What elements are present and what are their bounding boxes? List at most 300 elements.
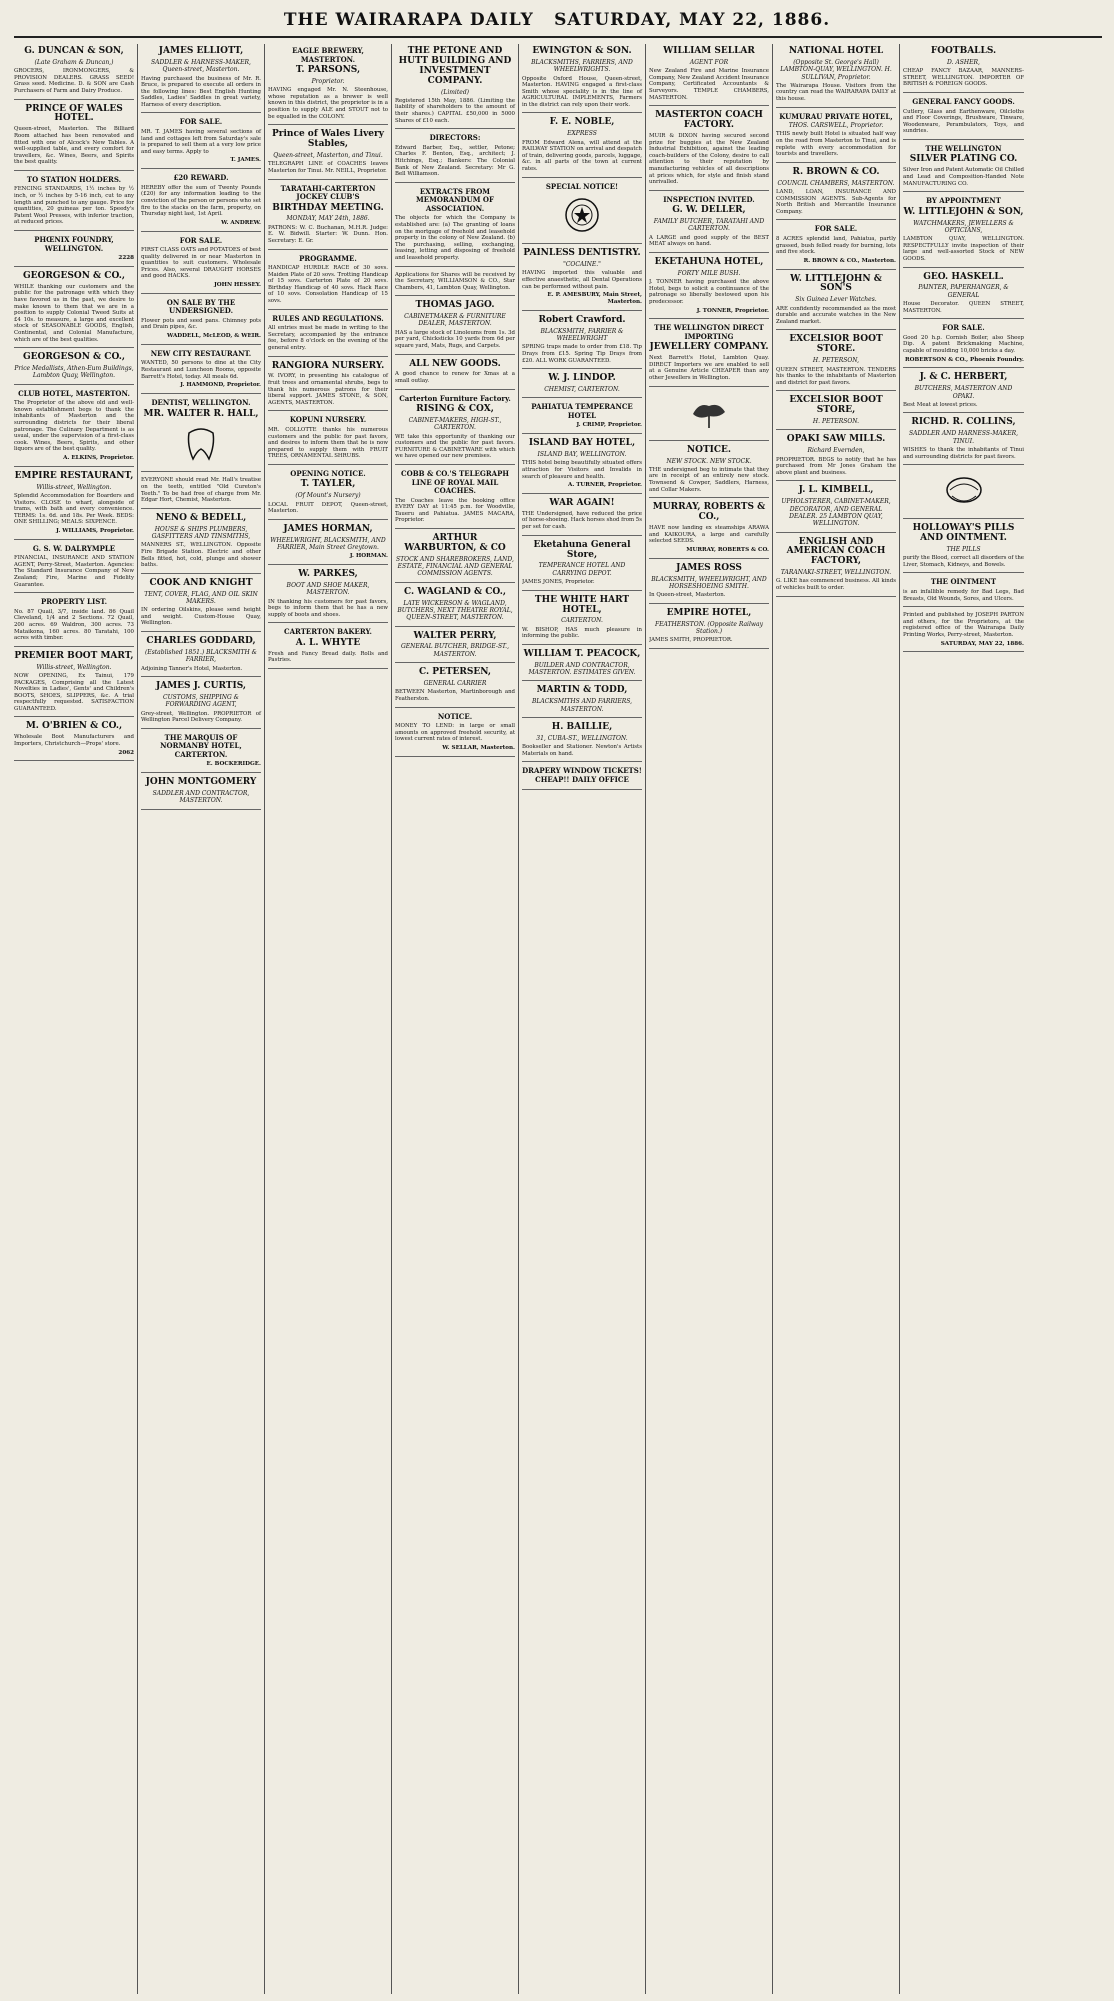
ad-subheading: GENERAL FANCY GOODS. xyxy=(912,96,1015,106)
ad-body-text: Registered 15th May, 1886. (Limiting the liability of shareholders to the amount of their shares.) CAPITAL £50,000 in 5000 Shares of £10 each. xyxy=(395,97,515,124)
ad-subheading: NOTICE. xyxy=(437,711,473,721)
ad-subheading: KOPUNI NURSERY. xyxy=(289,415,367,425)
ad-heading: EKETAHUNA HOTEL, xyxy=(654,256,764,267)
ad-body-text: W. IVORY, in presenting his catalogue of fruit trees and ornamental shrubs, begs to thank his numerous patrons for their liberal support. JAMES STONE, & SON, AGENTS, MASTERTON. xyxy=(268,373,388,406)
advertisement xyxy=(522,316,642,369)
advertisement xyxy=(903,47,1024,93)
ad-body-text: G. LIKE has commenced business. All kinds of vehicles built to order. xyxy=(776,578,896,592)
advertisement xyxy=(903,373,1024,413)
advertisement xyxy=(776,435,896,481)
ad-heading: G. W. DELLER, xyxy=(672,205,746,216)
ad-heading: T. TAYLER, xyxy=(300,479,356,490)
ad-heading: RICHD. R. COLLINS, xyxy=(911,417,1016,428)
ad-body-text: CHEAP FANCY BAZAAR, MANNERS-STREET, WELLINGTON. IMPORTER OF BRITISH & FOREIGN GOODS. xyxy=(903,68,1024,88)
ad-body-text: GROCERS, IRONMONGERS, & PROVISION DEALERS. GRASS SEED! Grass seed. Medicine. D. & SON are Cash Purchasers of Farm and Dairy Produce. xyxy=(14,68,134,94)
advertisement xyxy=(268,570,388,623)
ad-body-text: THIS newly built Hotel is situated half way on the road from Masterton to Tinui, and is replete with every accommodation for tourists and travellers. xyxy=(776,131,896,158)
ad-heading: W. PARKES, xyxy=(298,569,358,580)
ad-subtitle: AGENT FOR xyxy=(689,58,729,66)
ad-body-text: PROPRIETOR. BEGS to notify that he has purchased from Mr Jones Graham the above plant and business. xyxy=(776,456,896,476)
ad-subtitle: BOOT AND SHOE MAKER, MASTERTON. xyxy=(286,582,370,597)
ad-heading: MASTERTON COACH FACTORY. xyxy=(655,110,763,131)
ad-subtitle: MONDAY, MAY 24th, 1886. xyxy=(286,215,370,223)
advertisement xyxy=(522,499,642,536)
ad-body-text: No. 87 Quail, 3/7, inside land. 86 Quail Cleveland, 1/4 and 2 Sections. 72 Quail, 200 acres. 69 Waldron, 300 acres. 73 Mataikona, 160 acres. 80 Taratahi, 100 acres with timber. xyxy=(14,608,134,642)
ad-subtitle: (Limited) xyxy=(441,88,469,96)
advertisement xyxy=(522,249,642,311)
ad-body-text: Applications for Shares will be received by the Secretary, WILLIAMSON & CO., Star Chambers, 41, Lambton Quay, Wellington. xyxy=(395,271,515,291)
seal-illustration-icon xyxy=(522,195,642,235)
advertisement xyxy=(903,145,1024,192)
ad-subtitle: WHEELWRIGHT, BLACKSMITH, AND FARRIER, Main Street Greytown. xyxy=(270,536,386,552)
ad-heading: W. J. LINDOP. xyxy=(548,373,616,384)
ad-body-text: In Queen-street, Masterton. xyxy=(649,592,726,599)
ad-signature: MURRAY, ROBERTS & CO. xyxy=(686,546,769,553)
ad-subheading: NEW CITY RESTAURANT. xyxy=(150,348,252,358)
ad-heading: G. DUNCAN & SON, xyxy=(24,46,124,56)
ad-body-text: PATRONS: W. C. Buchanan, M.H.R. Judge: E. W. Bidwill. Starter: W. Dunn. Hon. Secretary: E. Gr. xyxy=(268,224,388,244)
masthead-date: SATURDAY, MAY 22, 1886. xyxy=(554,10,831,30)
advertisement xyxy=(522,723,642,762)
ad-subheading: THE OINTMENT xyxy=(930,577,997,587)
ad-body-text: 8 ACRES splendid land, Pahiatua, partly grassed, bush felled ready for burning, lots and five stock. xyxy=(776,235,896,256)
ad-signature: J. CRIMP, Proprietor. xyxy=(576,422,642,429)
ad-subheading: G. S. W. DALRYMPLE xyxy=(32,543,116,553)
ad-subtitle: THOS. CARSWELL, Proprietor. xyxy=(788,122,884,130)
advertisement xyxy=(649,446,769,499)
ad-signature: E. BOCKERIDGE. xyxy=(206,761,261,768)
advertisement xyxy=(776,486,896,532)
advertisement xyxy=(776,335,896,391)
advertisement xyxy=(649,503,769,558)
column-1 xyxy=(14,44,138,1994)
ad-body-text: WHILE thanking our customers and the public for the patronage with which they have favored us in the past, we desire to make known to them that we are in a position to supply Colonial Tweed Suits at £4 10s. to measure, a large and excellent stock of SEASONABLE GOODS, English, Continental, and Colonial Manufacture, which are of the best qualities. xyxy=(14,283,134,343)
ad-body-text: A good chance to renew for Xmas at a small outlay. xyxy=(395,371,515,385)
ad-subtitle: Richard Evernden, xyxy=(807,447,865,455)
ad-body-text: HAS a large stock of Linoleums from 1s. 3d per yard, Chicksticks 10 yards from 6d per square yard, Mats, Rugs, and Carpets. xyxy=(395,329,515,349)
ad-body-text: THE Undersigned, have reduced the price of horse-shoeing. Hack horses shod from 5s per set for cash. xyxy=(522,510,642,531)
ad-signature: JOHN HESSEY. xyxy=(214,282,261,289)
advertisement xyxy=(903,612,1024,652)
advertisement xyxy=(649,258,769,319)
ad-subtitle: PAINTER, PAPERHANGER, & GENERAL xyxy=(918,284,1009,299)
ad-subheading: THE WELLINGTON DIRECT IMPORTING xyxy=(654,323,764,341)
ad-subtitle: CABINETMAKER & FURNITURE DEALER, MASTERTON. xyxy=(404,313,506,328)
ad-body-text: A LARGE and good supply of the BEST MEAT always on hand. xyxy=(649,234,769,248)
ad-body-text: HAVING imported this valuable and effective anaesthetic, all Dental Operations can be performed without pain. xyxy=(522,270,642,290)
advertisement xyxy=(649,392,769,441)
masthead-rule xyxy=(14,36,1102,38)
advertisement xyxy=(522,596,642,645)
advertisement xyxy=(141,514,261,574)
ad-body-text: TELEGRAPH LINE of COACHES leaves Masterton for Tinui. Mr. NEILL, Proprietor. xyxy=(268,161,388,174)
advertisement xyxy=(903,418,1024,465)
ad-body-text: QUEEN STREET, MASTERTON. TENDERS his thanks to the inhabitants of Masterton and district for past favors. xyxy=(776,366,896,386)
advertisement xyxy=(141,734,261,773)
advertisement xyxy=(14,47,134,100)
column-2 xyxy=(141,44,265,1994)
ad-heading: EMPIRE HOTEL, xyxy=(666,607,752,618)
advertisement xyxy=(141,579,261,632)
ad-subtitle: SADDLER & HARNESS-MAKER, Queen-street, Masterton. xyxy=(151,58,251,74)
ad-subtitle: H. PETERSON, xyxy=(812,357,860,365)
advertisement xyxy=(522,403,642,434)
ad-subtitle: TENT, COVER, FLAG, AND OIL SKIN MAKERS. xyxy=(144,590,258,605)
ad-subtitle: BLACKSMITH, WHEELWRIGHT, AND HORSESHOEING SMITH. xyxy=(651,575,767,590)
ad-body-text: EVERYONE should read Mr. Hall's treatise on the teeth, entitled "Old Cureton's Teeth." To be had free of charge from Mr. Edgar Hort, Chemist, Masterton. xyxy=(141,477,261,504)
ad-heading: NATIONAL HOTEL xyxy=(788,46,884,56)
advertisement xyxy=(903,197,1024,267)
ad-heading: JAMES J. CURTIS, xyxy=(155,681,247,692)
ad-subheading: THE WELLINGTON xyxy=(925,143,1002,153)
advertisement xyxy=(141,778,261,810)
ad-body-text: Splendid Accommodation for Boarders and Visitors. CLOSE to wharf, alongside of trams, with bath and every convenience. TERMS: 1s. 6d. and 18s. Per Week. BEDS: ONE SHILLING; MEALS: SIXPENCE. xyxy=(14,492,134,526)
ad-heading: THOMAS JAGO. xyxy=(415,300,495,311)
ad-subheading: BY APPOINTMENT xyxy=(926,196,1001,206)
ad-heading: JEWELLERY COMPANY. xyxy=(649,342,769,353)
advertisement xyxy=(776,396,896,430)
ad-body-text: FIRST CLASS OATS and POTATOES of best quality delivered in or near Masterton in quantities to suit customers. Wholesale Prices. Also, several DRAUGHT HORSES and good HACKS. xyxy=(141,247,261,280)
ad-heading: MR. WALTER R. HALL, xyxy=(143,408,259,419)
ad-heading: MURRAY, ROBERTS & CO., xyxy=(652,502,766,523)
advertisement xyxy=(395,588,515,627)
ad-body-text: HEREBY offer the sum of Twenty Pounds (£20) for any information leading to the conviction of the person or persons who set fire to the stacks on the farm, property, on Thursday night last, 1st April. xyxy=(141,184,261,218)
ad-heading: F. E. NOBLE, xyxy=(549,117,615,128)
ad-subtitle: Six Guinea Lever Watches. xyxy=(795,296,877,304)
ad-subtitle: ISLAND BAY, WELLINGTON. xyxy=(537,451,627,459)
ad-signature: J. HAMMOND, Proprietor. xyxy=(180,382,261,389)
advertisement xyxy=(14,105,134,171)
ad-heading: ALL NEW GOODS. xyxy=(409,358,501,369)
ad-subheading: INSPECTION INVITED. xyxy=(663,194,755,204)
ad-subtitle: (Established 1851.) BLACKSMITH & FARRIER, xyxy=(144,648,258,664)
ad-signature: W. SELLAR, Masterton. xyxy=(442,744,515,751)
ad-heading: ISLAND BAY HOTEL, xyxy=(528,438,636,449)
ad-body-text: The Coaches leave the booking office EVERY DAY at 11:45 p.m. for Woodville, Taueru and Pahiatua. JAMES MACARA, Proprietor. xyxy=(395,497,515,524)
advertisement xyxy=(14,652,134,718)
ad-subtitle: FAMILY BUTCHER, TARATAHI AND CARTERTON. xyxy=(653,218,765,233)
ad-body-text: IN thanking his customers for past favors, begs to inform them that he has a new supply of boots and shoes. xyxy=(268,598,388,618)
ad-body-text: Flower pots and seed pans. Chimney pots and Drain pipes, &c. xyxy=(141,317,261,331)
advertisement xyxy=(141,399,261,472)
ad-body-text: LOCAL FRUIT DEPOT, Queen-street, Masterton. xyxy=(268,501,388,515)
ad-body-text: Adjoining Tanner's Hotel, Masterton. xyxy=(141,665,243,672)
advertisement xyxy=(903,578,1024,607)
ad-heading: CHARLES GODDARD, xyxy=(146,636,256,646)
column-6 xyxy=(649,44,773,1994)
ad-heading: J. L. KIMBELL, xyxy=(798,485,874,496)
ad-body-text: BETWEEN Masterton, Martinborough and Featherston. xyxy=(395,689,515,702)
ad-subheading: KUMURAU PRIVATE HOTEL, xyxy=(779,111,893,121)
ad-heading: WILLIAM T. PEACOCK, xyxy=(523,648,641,659)
columns-container xyxy=(14,44,1102,1994)
advertisement xyxy=(14,598,134,647)
ad-subheading: OPENING NOTICE. xyxy=(290,468,366,478)
ad-subheading: TO STATION HOLDERS. xyxy=(26,174,122,184)
ad-heading: PREMIER BOOT MART, xyxy=(14,650,134,661)
ad-signature: 2228 xyxy=(118,255,134,262)
ad-body-text: Cutlery, Glass and Earthenware, Oilcloths and Floor Coverings, Brushware, Tinware, Woodenware, Perambulators, Toys, and sundries. xyxy=(903,108,1024,135)
ad-body-text: purify the Blood, correct all disorders of the Liver, Stomach, Kidneys, and Bowels. xyxy=(903,555,1024,568)
ad-body-text: HAVING engaged Mr. N. Steenhouse, whose reputation as a brewer is well known in this district, the proprietor is in a position to supply ALE and STOUT not to be equalled in the COLONY. xyxy=(268,87,388,120)
ad-heading: EMPIRE RESTAURANT, xyxy=(14,470,134,481)
advertisement xyxy=(395,668,515,707)
ad-subheading: FOR SALE. xyxy=(814,224,858,234)
advertisement xyxy=(268,470,388,520)
ad-heading: PRINCE OF WALES HOTEL. xyxy=(25,103,123,124)
column-5 xyxy=(522,44,646,1994)
advertisement xyxy=(776,225,896,269)
ad-signature: W. ANDREW. xyxy=(221,219,261,226)
ad-body-text: Grey-street, Wellington. PROPRIETOR of Wellington Parcel Delivery Company. xyxy=(141,710,261,724)
ad-signature: SATURDAY, MAY 22, 1886. xyxy=(940,640,1024,647)
ad-body-text: MR. COLLOTTE thanks his numerous customers and the public for past favors, and desires to inform them that he is now prepared to supply them with FRUIT TREES, ORNAMENTAL SHRUBS. xyxy=(268,426,388,460)
advertisement xyxy=(776,538,896,597)
ad-heading: HOLLOWAY'S PILLS AND OINTMENT. xyxy=(912,523,1015,544)
ad-body-text: ARE confidently recommended as the most durable and accurate watches in the New Zealand market. xyxy=(776,305,896,325)
ad-subtitle: CARTERTON. xyxy=(561,617,603,625)
ad-signature: R. BROWN & CO., Masterton. xyxy=(803,257,896,264)
ad-heading: RISING & COX, xyxy=(416,404,494,415)
ad-subtitle: Price Medallists, Athen-Eum Buildings, Lambton Quay, Wellington. xyxy=(14,365,134,380)
ad-body-text: Bookseller and Stationer. Newton's Artists Materials on hand. xyxy=(522,744,642,757)
ad-subheading: DENTIST, WELLINGTON. xyxy=(151,398,251,408)
ad-heading: RANGIORA NURSERY. xyxy=(271,360,385,371)
ad-subheading: EAGLE BREWERY, MASTERTON. xyxy=(292,46,364,64)
ad-subtitle: TARANAKI-STREET, WELLINGTON. xyxy=(780,569,892,577)
advertisement xyxy=(268,362,388,412)
advertisement xyxy=(141,682,261,729)
ad-body-text: Printed and published by JOSEPH PARTON and others, for the Proprietors, at the registered office of the Wairarapa Daily Printing Works, Perry-street, Masterton. xyxy=(903,612,1024,638)
ad-body-text: House Decorator. QUEEN STREET, MASTERTON. xyxy=(903,301,1024,314)
advertisement xyxy=(522,686,642,718)
ad-subtitle: Willis-street, Wellington. xyxy=(36,663,112,671)
ad-heading: COOK AND KNIGHT xyxy=(149,577,253,588)
ad-subheading: DRAPERY WINDOW TICKETS! CHEAP!! DAILY OFFICE xyxy=(522,766,642,784)
advertisement xyxy=(141,118,261,169)
ad-heading: ENGLISH AND AMERICAN COACH FACTORY, xyxy=(786,536,886,567)
ad-body-text: W. BISHOP, HAS much pleasure in informing the public. xyxy=(522,626,642,640)
ad-subheading: £20 REWARD. xyxy=(173,173,229,183)
ad-signature: A. TURNER, Proprietor. xyxy=(568,482,642,489)
ad-body-text: Opposite Oxford House, Queen-street, Masterton. HAVING engaged a first-class Smith whose speciality is in the line of AGRICULTURAL IMPLEMENTS, Farmers in the district can rely upon their work. xyxy=(522,75,642,108)
advertisement xyxy=(395,301,515,354)
ad-signature: J. TONNER, Proprietor. xyxy=(696,307,769,314)
ad-subtitle: BUTCHERS, MASTERTON AND OPAKI. xyxy=(914,385,1013,400)
ad-body-text: JAMES SMITH, PROPRIETOR. xyxy=(649,637,733,644)
ad-subtitle: BLACKSMITH, FARRIER & WHEELWRIGHT xyxy=(540,327,624,342)
advertisement xyxy=(268,185,388,250)
ad-body-text: LAND, LOAN, INSURANCE AND COMMISSION AGENTS. Sub-Agents for North British and Mercantile Insurance Company. xyxy=(776,189,896,215)
tea-illustration-icon xyxy=(903,470,1024,510)
ad-heading: NOTICE. xyxy=(686,444,732,455)
advertisement xyxy=(522,47,642,113)
ad-body-text: HAVE now landing ex steamships ARAWA and KAIKOURA, a large and carefully selected SEEDS. xyxy=(649,525,769,545)
advertisement xyxy=(14,722,134,761)
ad-heading: EXCELSIOR BOOT STORE, xyxy=(789,395,883,416)
advertisement xyxy=(649,564,769,604)
advertisement xyxy=(395,632,515,664)
ad-subtitle: COUNCIL CHAMBERS, MASTERTON. xyxy=(777,179,895,187)
ad-subheading: FOR SALE. xyxy=(942,323,985,333)
advertisement xyxy=(14,176,134,231)
ad-body-text: THE undersigned beg to intimate that they are in receipt of an entirely new stock. Townsend & Cowper, Saddlers, Harness, and Collar Makers. xyxy=(649,466,769,493)
ad-subtitle: Queen-street, Masterton, and Tinui. xyxy=(273,152,383,160)
masthead xyxy=(0,2,1114,36)
ad-subtitle: FORTY MILE BUSH. xyxy=(677,269,741,277)
advertisement xyxy=(522,767,642,790)
ad-heading: WALTER PERRY, xyxy=(413,630,497,641)
advertisement xyxy=(14,236,134,267)
ad-heading: M. O'BRIEN & CO., xyxy=(25,721,123,732)
ad-heading: Eketahuna General Store, xyxy=(533,539,631,560)
ad-subtitle: (Opposite St. George's Hall) LAMBTON-QUAY, WELLINGTON. H. SULLIVAN, Proprietor. xyxy=(780,58,892,81)
ad-body-text: HANDICAP HURDLE RACE of 30 sovs. Maiden Plate of 20 sovs. Trotting Handicap of 15 sovs. Carterton Plate of 20 sovs. Birthday Handicap of 40 sovs. Hack Race of 10 sovs. Consolation Handicap of 15 sovs. xyxy=(268,265,388,305)
ad-body-text: All entries must be made in writing to the Secretary, accompanied by the entrance fee, before 8 o'clock on the evening of the general entry. xyxy=(268,325,388,351)
ad-body-text: Queen-street, Masterton. The Billiard Room attached has been renovated and fitted with one of Alcock's New Tables. A well-supplied table, and every comfort for travellers, &c. Wines, Beers, and Spirits the best quality. xyxy=(14,126,134,166)
advertisement xyxy=(268,416,388,465)
ad-subheading: EXTRACTS FROM MEMORANDUM OF ASSOCIATION. xyxy=(415,186,494,213)
ad-subheading: PROPERTY LIST. xyxy=(40,597,108,607)
ad-signature: T. JAMES. xyxy=(230,157,261,164)
ad-heading: MARTIN & TODD, xyxy=(536,685,628,696)
ad-body-text: Good 20 h.p. Cornish Boiler, also Sheep Dip. A patent Brickmaking Machine, capable of moulding 10,000 bricks a day. xyxy=(903,334,1024,354)
advertisement xyxy=(649,609,769,649)
ad-subtitle: SADDLER AND CONTRACTOR, MASTERTON. xyxy=(152,790,250,805)
advertisement xyxy=(141,477,261,508)
advertisement xyxy=(395,713,515,757)
ad-heading: C. WAGLAND & CO., xyxy=(404,586,506,597)
ad-body-text: FROM Edward Alena, will attend at the RAILWAY STATION on arrival and despatch of train, delivering goods, parcels, luggage, &c. in all parts of the town at current rates. xyxy=(522,139,642,173)
ad-heading: GEO. HASKELL. xyxy=(923,271,1004,282)
advertisement xyxy=(268,255,388,310)
ad-subtitle: BUILDER AND CONTRACTOR, MASTERTON. ESTIMATES GIVEN. xyxy=(528,661,636,677)
advertisement xyxy=(776,168,896,221)
ad-body-text: The Wairarapa House. Visitors from the country can read the WAIRARAPA DAILY at this house. xyxy=(776,82,896,103)
ad-subheading: PROGRAMME. xyxy=(299,253,357,263)
ad-body-text: is an infallible remedy for Bad Legs, Bad Breasts, Old Wounds, Sores, and Ulcers. xyxy=(903,588,1024,602)
ad-body-text: The Proprietor of the above old and well-known establishment begs to thank the inhabitants of Masterton and the surrounding districts for their liberal patronage. The Culinary Department is as usual, under the supervision of a first-class cook. Wines, Beers, Spirits, and other liquors are of the best quality. xyxy=(14,400,134,453)
ad-heading: C. PETERSEN, xyxy=(418,667,492,678)
advertisement xyxy=(776,47,896,108)
advertisement xyxy=(776,113,896,163)
ad-heading: GEORGESON & CO., xyxy=(22,270,126,281)
advertisement xyxy=(903,524,1024,573)
ad-heading: PAINLESS DENTISTRY. xyxy=(523,248,641,259)
advertisement xyxy=(141,637,261,677)
ad-subtitle: (Late Graham & Duncan,) xyxy=(34,58,114,66)
ad-heading: JAMES ROSS xyxy=(676,562,742,573)
advertisement xyxy=(522,118,642,177)
ad-heading: Prince of Wales Livery Stables, xyxy=(272,129,384,150)
ad-body-text: MANNERS ST., WELLINGTON. Opposite Fire Brigade Station. Electric and other Bells fitted, hot, cold, plunge and shower baths. xyxy=(141,542,261,569)
ad-subtitle: (Of Mount's Nursery) xyxy=(295,492,361,500)
ad-subtitle: HOUSE & SHIPS PLUMBERS, GASFITTERS AND TINSMITHS, xyxy=(151,525,251,541)
ad-heading: OPAKI SAW MILLS. xyxy=(786,434,886,445)
advertisement xyxy=(649,47,769,106)
ad-body-text: Best Meat at lowest prices. xyxy=(903,401,978,408)
ad-heading: FOOTBALLS. xyxy=(930,46,997,56)
ad-subheading: FOR SALE. xyxy=(179,117,223,127)
ad-body-text: FENCING STANDARDS, 1½ inches by ½ inch, or ½ inches by 5-16 inch, cut to any length and punched to any gauge. Price for quantities, 20 guineas per ton. Speedy's Patent Wool Presses, with inferior traction, at reduced prices. xyxy=(14,186,134,226)
ad-signature: 2062 xyxy=(118,749,134,756)
ad-subtitle: CUSTOMS, SHIPPING & FORWARDING AGENT, xyxy=(163,694,239,709)
ad-heading: WILLIAM SELLAR xyxy=(663,46,755,56)
ad-body-text: Wholesale Boot Manufacturers and Importers, Christchurch—Props' store. xyxy=(14,734,134,747)
ad-subheading: TARATAHI-CARTERTON JOCKEY CLUB'S xyxy=(280,183,376,202)
ad-heading: T. PARSONS, xyxy=(295,65,361,76)
column-8 xyxy=(903,44,1027,1994)
ad-body-text: Having purchased the business of Mr. R. Bruce, is prepared to execute all orders in the following lines: Best English Hunting Saddles, Ladies' Saddles in great variety, Harness of every description. xyxy=(141,75,261,108)
ad-body-text: FINANCIAL, INSURANCE AND STATION AGENT, Perry-Street, Masterton. Agencies: The Standard Insurance Company of New Zealand; Fire, Marine and Fidelity Guarantee. xyxy=(14,555,134,588)
column-4 xyxy=(395,44,519,1994)
ad-subtitle: BLACKSMITHS, FARRIERS, AND WHEELWRIGHTS. xyxy=(531,58,633,74)
ad-heading: Robert Crawford. xyxy=(538,314,626,325)
advertisement xyxy=(395,272,515,297)
ad-subtitle: UPHOLSTERER, CABINET-MAKER, DECORATOR, AND GENERAL DEALER. 25 LAMBTON QUAY, WELLINGTON. xyxy=(781,498,891,528)
ad-subtitle: H. PETERSON. xyxy=(812,418,860,426)
ad-signature: J. WILLIAMS, Proprietor. xyxy=(56,527,134,534)
ad-body-text: WANTED, 50 persons to dine at the City Restaurant and Luncheon Rooms, opposite Barrett's Hotel, today. All meals 6d. xyxy=(141,360,261,380)
ad-body-text: Silver Iron and Patent Automatic Oil Chilled and Lead and Composition-Handed Note MANUFACTURING CO. xyxy=(903,167,1024,187)
ad-subtitle: NEW STOCK. NEW STOCK. xyxy=(666,457,752,465)
ad-signature: J. HORMAN. xyxy=(349,553,388,560)
ad-subtitle: Proprietor. xyxy=(311,77,345,85)
ad-subtitle: D. ASHER, xyxy=(947,58,980,66)
ad-heading: A. L. WHYTE xyxy=(295,638,361,648)
column-3 xyxy=(268,44,392,1994)
advertisement xyxy=(14,472,134,540)
advertisement xyxy=(395,470,515,529)
ad-heading: H. BAILLIE, xyxy=(551,721,613,732)
ad-body-text: MUIR & DIXON having secured second prize for buggies at the New Zealand Industrial Exhibition, against the leading coach-builders of the Colony, desire to call attention to their reputation by manufacturing vehicles of all descriptions at prices which, for style and finish stand unrivalled. xyxy=(649,132,769,186)
ad-heading: W. LITTLEJOHN & SON, xyxy=(903,206,1024,217)
ad-signature: WADDELL, McLEOD, & WEIR. xyxy=(167,333,261,340)
ad-heading: THE PETONE AND HUTT BUILDING AND INVESTMENT COMPANY. xyxy=(398,46,512,86)
ad-heading: JAMES HORMAN, xyxy=(283,523,373,534)
ad-subtitle: SADDLER AND HARNESS-MAKER, TINUI. xyxy=(909,430,1018,445)
ad-body-text: New Zealand Fire and Marine Insurance Company, New Zealand Accident Insurance Company, Certificated Accountants & Surveyors. TEMPLE CHAMBERS, MASTERTON. xyxy=(649,68,769,101)
advertisement xyxy=(776,275,896,331)
column-7 xyxy=(776,44,900,1994)
ad-subtitle: EXPRESS xyxy=(567,130,597,138)
ad-subheading: RULES AND REGULATIONS. xyxy=(272,313,384,323)
ad-heading: EWINGTON & SON. xyxy=(532,46,632,56)
advertisement xyxy=(903,324,1024,368)
ad-subtitle: WATCHMAKERS, JEWELLERS & OPTICIANS, xyxy=(913,219,1014,234)
advertisement xyxy=(141,47,261,113)
ad-subtitle: THE PILLS xyxy=(946,545,981,553)
ad-subheading: PHŒNIX FOUNDRY, WELLINGTON. xyxy=(34,235,114,253)
advertisement xyxy=(649,324,769,386)
advertisement xyxy=(903,273,1024,320)
ad-subtitle: BLACKSMITHS AND FARRIERS, MASTERTON. xyxy=(531,698,633,713)
ad-body-text: SPRING traps made to order from £18. Tip Drays from £15. Spring Tip Drays from £20. ALL WORK GUARANTEED. xyxy=(522,344,642,364)
advertisement xyxy=(14,272,134,348)
ad-heading: R. BROWN & CO. xyxy=(792,166,880,177)
ad-heading: EXCELSIOR BOOT STORE. xyxy=(789,334,883,355)
ad-body-text: NOW OPENING, Ex Tainui, 179 PACKAGES, Comprising all the Latest Novelties in Ladies', Gents' and Children's BOOTS, SHOES, SLIPPERS, &c. A trial respectfully requested. SATISFACTION GUARANTEED. xyxy=(14,672,134,712)
ad-body-text: Fresh and Fancy Bread daily. Rolls and Pastries. xyxy=(268,650,388,664)
ad-signature: ROBERTSON & CO., Phoenix Foundry. xyxy=(904,356,1024,363)
ad-subtitle: FEATHERSTON. (Opposite Railway Station.) xyxy=(655,620,763,635)
ad-body-text: WE take this opportunity of thanking our customers and the public for past favors. FURNITURE & CABINETWARE with which we have opened our new premises. xyxy=(395,433,515,460)
ad-body-text: WISHES to thank the inhabitants of Tinui and surrounding districts for past favors. xyxy=(903,446,1024,460)
ad-body-text: MR. T. JAMES having several sections of land and cottages left from Saturday's sale is prepared to sell them at a very low price and easy terms. Apply to xyxy=(141,129,261,155)
ad-body-text: LAMBTON QUAY, WELLINGTON. RESPECTFULLY invite inspection of their large and well-assorted Stock of NEW GOODS. xyxy=(903,236,1024,262)
ad-heading: WAR AGAIN! xyxy=(549,497,615,508)
advertisement xyxy=(268,525,388,565)
